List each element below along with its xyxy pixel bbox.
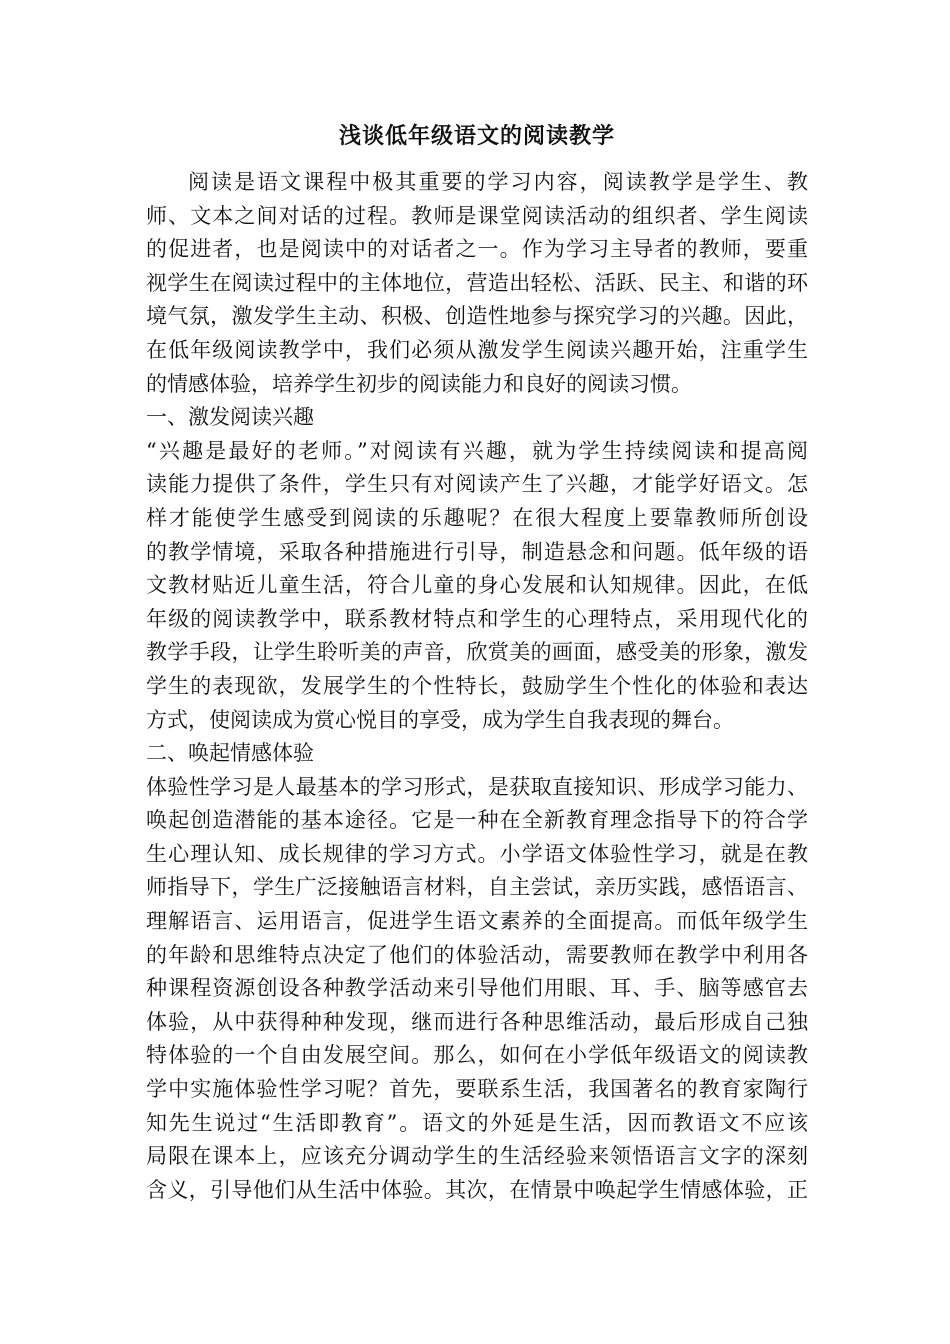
text-line: 生心理认知、成长规律的学习方式。小学语文体验性学习，就是在教 (146, 841, 808, 866)
text-line: 境气氛，激发学生主动、积极、创造性地参与探究学习的兴趣。因此， (146, 304, 808, 329)
text-line: 含义，引导他们从生活中体验。其次，在情景中唤起学生情感体验，正 (146, 1177, 808, 1202)
text-line: 师指导下，学生广泛接触语言材料，自主尝试，亲历实践，感悟语言、 (146, 875, 808, 900)
text-line: 读能力提供了条件，学生只有对阅读产生了兴趣，才能学好语文。怎 (146, 472, 808, 497)
text-line: 理解语言、运用语言，促进学生语文素养的全面提高。而低年级学生 (146, 909, 808, 934)
text-line: 的促进者，也是阅读中的对话者之一。作为学习主导者的教师，要重 (146, 237, 808, 262)
text-line: “兴趣是最好的老师。”对阅读有兴趣，就为学生持续阅读和提高阅 (146, 438, 808, 463)
text-line: 的情感体验，培养学生初步的阅读能力和良好的阅读习惯。 (146, 371, 692, 396)
section-2 (146, 737, 808, 1207)
text-line: 体验性学习是人最基本的学习形式，是获取直接知识、形成学习能力、 (146, 774, 808, 799)
text-line: 局限在课本上，应该充分调动学生的生活经验来领悟语言文字的深刻 (146, 1144, 808, 1169)
text-line: 特体验的一个自由发展空间。那么，如何在小学低年级语文的阅读教 (146, 1043, 808, 1068)
text-line: 知先生说过“生活即教育”。语文的外延是生活，因而教语文不应该 (146, 1110, 808, 1135)
section-heading: 二、唤起情感体验 (146, 741, 314, 766)
text-line: 师、文本之间对话的过程。教师是课堂阅读活动的组织者、学生阅读 (146, 203, 808, 228)
text-line: 的教学情境，采取各种措施进行引导，制造悬念和问题。低年级的语 (146, 539, 808, 564)
intro-paragraph (146, 166, 808, 401)
section-1 (146, 401, 808, 737)
text-line: 年级的阅读教学中，联系教材特点和学生的心理特点，采用现代化的 (146, 606, 808, 631)
text-line: 学生的表现欲，发展学生的个性特长，鼓励学生个性化的体验和表达 (146, 673, 808, 698)
text-line: 文教材贴近儿童生活，符合儿童的身心发展和认知规律。因此，在低 (146, 573, 808, 598)
text-line: 方式，使阅读成为赏心悦目的享受，成为学生自我表现的舞台。 (146, 707, 734, 732)
document-title: 浅谈低年级语文的阅读教学 (338, 123, 615, 149)
document-content (146, 118, 808, 1207)
text-line: 阅读是语文课程中极其重要的学习内容，阅读教学是学生、教 (188, 170, 808, 194)
text-line: 体验，从中获得种种发现，继而进行各种思维活动，最后形成自己独 (146, 1009, 808, 1034)
text-line: 唤起创造潜能的基本途径。它是一种在全新教育理念指导下的符合学 (146, 808, 808, 833)
text-line: 学中实施体验性学习呢？首先，要联系生活，我国著名的教育家陶行 (146, 1077, 808, 1102)
section-heading: 一、激发阅读兴趣 (146, 405, 314, 430)
text-line: 在低年级阅读教学中，我们必须从激发学生阅读兴趣开始，注重学生 (146, 337, 808, 362)
text-line: 种课程资源创设各种教学活动来引导他们用眼、耳、手、脑等感官去 (146, 976, 808, 1001)
text-line: 的年龄和思维特点决定了他们的体验活动，需要教师在教学中利用各 (146, 942, 808, 967)
text-line: 教学手段，让学生聆听美的声音，欣赏美的画面，感受美的形象，激发 (146, 640, 808, 665)
text-line: 视学生在阅读过程中的主体地位，营造出轻松、活跃、民主、和谐的环 (146, 270, 808, 295)
text-line: 样才能使学生感受到阅读的乐趣呢？在很大程度上要靠教师所创设 (146, 505, 808, 530)
